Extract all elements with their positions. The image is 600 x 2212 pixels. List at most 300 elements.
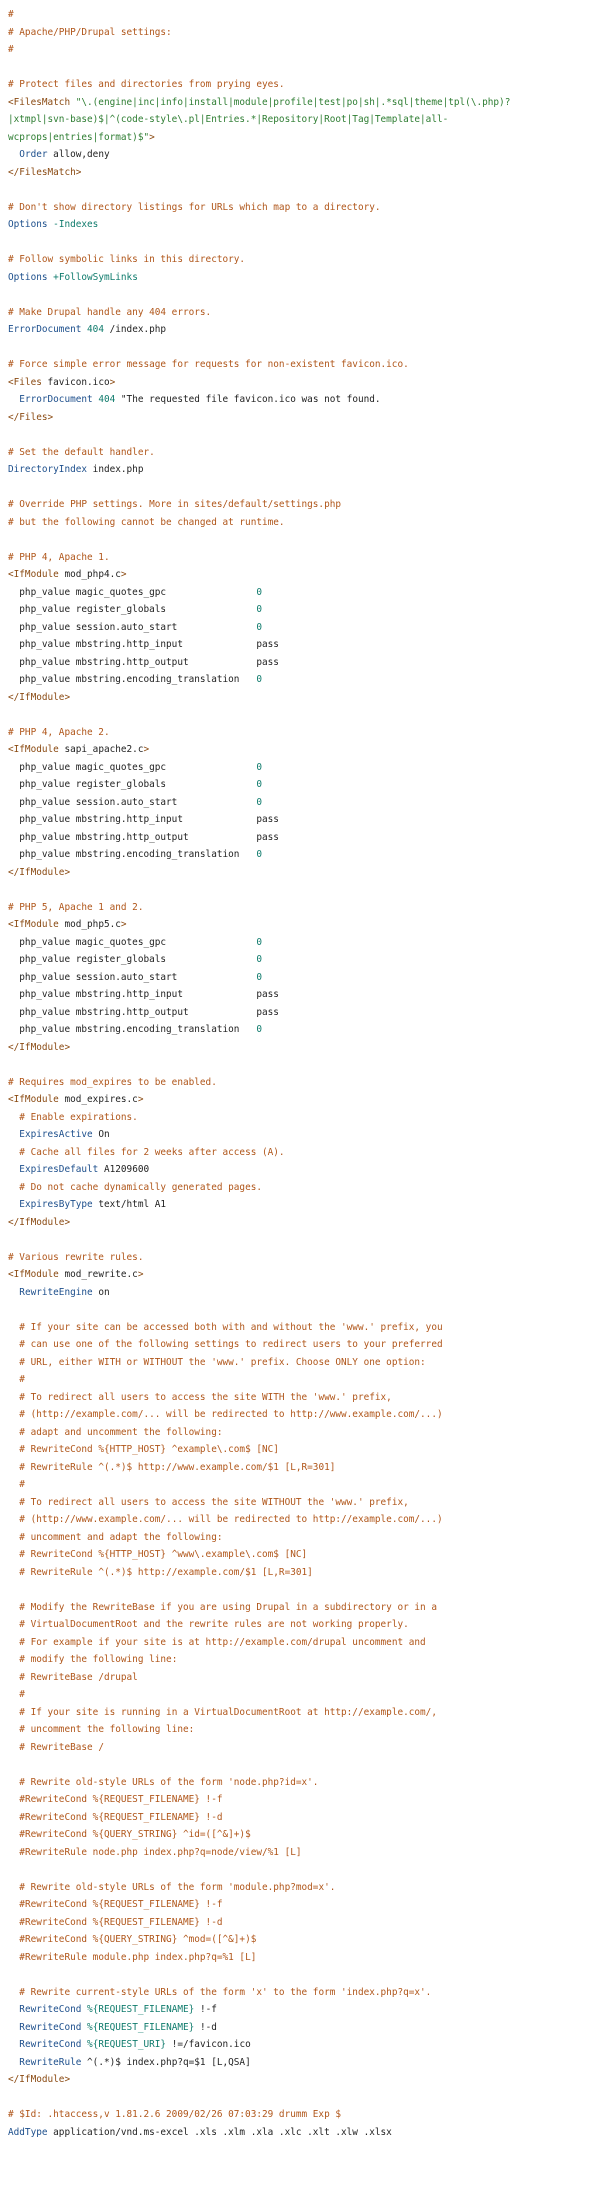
code-token-comment: # modify the following line:: [19, 1654, 178, 1665]
code-token-value: +FollowSymLinks: [53, 271, 138, 283]
code-token-text: [8, 1672, 19, 1683]
code-line: [8, 1284, 600, 1302]
code-token-text: [8, 1462, 19, 1473]
code-token-comment: # PHP 5, Apache 1 and 2.: [8, 901, 144, 913]
code-line: [8, 741, 600, 759]
code-token-directive: AddType: [8, 2126, 48, 2138]
code-line: [8, 269, 600, 287]
code-line: [8, 216, 600, 234]
code-token-directive: Order: [19, 149, 48, 160]
code-token-text: [8, 1654, 19, 1665]
code-token-tag: >: [137, 1094, 144, 1105]
code-line: [8, 2124, 600, 2142]
code-token-comment: # RewriteBase /drupal: [19, 1671, 138, 1683]
code-token-text: php_value register_globals: [8, 604, 257, 615]
code-token-string: |xtmpl|svn-base)$|^(code-style\.pl|Entries.*|Repository|Root|Tag|Template|all-: [8, 114, 449, 125]
code-token-comment: # RewriteBase /: [19, 1741, 104, 1753]
code-line: [8, 566, 600, 584]
code-token-text: [8, 394, 19, 405]
code-token-directive: RewriteRule: [19, 2056, 82, 2068]
code-token-comment: #RewriteCond %{REQUEST_FILENAME} !-f: [19, 1794, 223, 1805]
code-token-value: 0: [256, 779, 263, 790]
code-token-text: mod_rewrite.c: [64, 1269, 138, 1280]
code-token-tag: </FilesMatch>: [8, 166, 82, 178]
code-line: [8, 619, 600, 637]
code-token-text: mod_expires.c: [64, 1094, 138, 1105]
code-token-value: 0: [256, 849, 263, 860]
code-token-comment: #RewriteRule node.php index.php?q=node/view/%1 [L]: [19, 1846, 302, 1858]
blank-line: [8, 881, 600, 899]
code-token-text: [8, 149, 19, 160]
code-line: [8, 1441, 600, 1459]
code-token-text: on: [92, 1286, 110, 1298]
code-line: [8, 899, 600, 917]
code-line: [8, 1424, 600, 1442]
code-token-text: [8, 1444, 19, 1455]
code-token-text: [8, 2004, 19, 2015]
code-line: [8, 391, 600, 409]
code-token-text: php_value session.auto_start: [8, 796, 257, 808]
code-line: [8, 846, 600, 864]
code-token-comment: # Force simple error message for requests for non-existent favicon.ico.: [8, 359, 409, 370]
code-token-comment: # (http://example.com/... will be redirected to http://www.example.com/...): [19, 1409, 443, 1420]
blank-line: [8, 59, 600, 77]
code-token-comment: # To redirect all users to access the site WITHOUT the 'www.' prefix,: [19, 1496, 409, 1508]
code-line: [8, 1249, 600, 1267]
code-token-text: [8, 1899, 19, 1910]
code-token-text: [8, 1917, 19, 1928]
code-line: [8, 584, 600, 602]
code-token-comment: # Follow symbolic links in this directory.: [8, 254, 246, 265]
code-token-directive: RewriteCond: [19, 2021, 82, 2033]
code-token-text: On: [92, 1129, 110, 1140]
code-token-text: php_value mbstring.http_output pass: [8, 1006, 279, 1018]
code-token-text: text/html A1: [92, 1199, 167, 1210]
blank-line: [8, 426, 600, 444]
code-token-text: [8, 1164, 19, 1175]
code-line: [8, 2106, 600, 2124]
code-line: [8, 724, 600, 742]
blank-line: [8, 1861, 600, 1879]
code-token-text: [8, 1147, 19, 1158]
code-token-tag: </Files>: [8, 411, 54, 423]
code-token-text: "The requested file favicon.ico was not found.: [115, 394, 381, 405]
code-token-text: [8, 1479, 19, 1490]
code-line: [8, 1984, 600, 2002]
code-token-tag: </IfModule>: [8, 1041, 71, 1053]
code-token-directive: ExpiresDefault: [19, 1164, 99, 1175]
code-token-comment: # URL, either WITH or WITHOUT the 'www.' prefix. Choose ONLY one option:: [19, 1356, 426, 1368]
code-token-tag: </IfModule>: [8, 866, 71, 878]
code-token-text: php_value mbstring.http_output pass: [8, 656, 279, 668]
code-token-text: application/vnd.ms-excel .xls .xlm .xla .xlc .xlt .xlw .xlsx: [47, 2126, 392, 2138]
code-token-comment: # If your site is running in a VirtualDocumentRoot at http://example.com/,: [19, 1706, 437, 1718]
code-token-text: [8, 1409, 19, 1420]
code-line: [8, 1546, 600, 1564]
code-token-text: [8, 1934, 19, 1945]
code-token-text: [8, 1637, 19, 1648]
code-token-text: php_value session.auto_start: [8, 971, 257, 983]
blank-line: [8, 1756, 600, 1774]
code-line: [8, 1844, 600, 1862]
code-token-text: [8, 1707, 19, 1718]
code-line: [8, 1109, 600, 1127]
code-line: [8, 1389, 600, 1407]
code-token-text: [8, 1619, 19, 1630]
code-token-text: php_value magic_quotes_gpc: [8, 936, 257, 948]
code-token-comment: # Rewrite old-style URLs of the form 'node.php?id=x'.: [19, 1776, 319, 1788]
code-line: [8, 2019, 600, 2037]
code-line: [8, 2054, 600, 2072]
code-token-text: [8, 1322, 19, 1333]
code-token-text: [8, 1199, 19, 1210]
code-token-string: "\.(engine|inc|info|install|module|profile|test|po|sh|.*sql|theme|tpl(\.php)?: [75, 96, 511, 108]
code-token-text: !-d: [194, 2021, 217, 2033]
code-line: [8, 1126, 600, 1144]
code-token-text: mod_php5.c: [64, 919, 121, 930]
code-line: [8, 1721, 600, 1739]
code-token-comment: #RewriteCond %{REQUEST_FILENAME} !-d: [19, 1811, 223, 1823]
code-token-comment: # RewriteCond %{HTTP_HOST} ^www\.example\.com$ [NC]: [19, 1549, 308, 1560]
code-token-tag: <IfModule: [8, 1094, 65, 1105]
code-token-text: php_value mbstring.encoding_translation: [8, 674, 257, 685]
code-line: [8, 94, 600, 112]
code-line: [8, 2001, 600, 2019]
code-token-tag: <IfModule: [8, 744, 65, 755]
code-token-tag: >: [137, 1269, 144, 1280]
code-line: [8, 654, 600, 672]
code-token-value: %{REQUEST_FILENAME}: [87, 2021, 195, 2033]
code-token-comment: # uncomment and adapt the following:: [19, 1531, 223, 1543]
code-token-comment: # Set the default handler.: [8, 446, 155, 458]
code-line: [8, 1949, 600, 1967]
blank-line: [8, 1056, 600, 1074]
code-token-text: [8, 1357, 19, 1368]
code-token-text: !-f: [194, 2004, 217, 2015]
code-line: [8, 1196, 600, 1214]
code-line: [8, 1004, 600, 1022]
code-line: [8, 1826, 600, 1844]
code-line: [8, 76, 600, 94]
code-token-text: [8, 1777, 19, 1788]
code-line: [8, 374, 600, 392]
code-line: [8, 304, 600, 322]
code-line: [8, 321, 600, 339]
code-token-text: php_value magic_quotes_gpc: [8, 761, 257, 773]
code-token-text: php_value register_globals: [8, 954, 257, 965]
blank-line: [8, 2089, 600, 2107]
code-line: [8, 1354, 600, 1372]
code-token-text: allow,deny: [47, 149, 110, 160]
code-token-comment: # Rewrite current-style URLs of the form 'x' to the form 'index.php?q=x'.: [19, 1986, 432, 1998]
code-token-text: favicon.ico: [47, 376, 110, 388]
code-line: [8, 1686, 600, 1704]
code-token-comment: # Override PHP settings. More in sites/default/settings.php: [8, 499, 342, 510]
code-token-comment: # To redirect all users to access the site WITH the 'www.' prefix,: [19, 1391, 392, 1403]
code-line: [8, 129, 600, 147]
code-token-comment: #RewriteRule module.php index.php?q=%1 [L]: [19, 1951, 257, 1963]
code-token-directive: ExpiresByType: [19, 1199, 93, 1210]
code-line: [8, 164, 600, 182]
code-line: [8, 1074, 600, 1092]
code-line: [8, 1669, 600, 1687]
code-line: [8, 794, 600, 812]
code-line: [8, 1564, 600, 1582]
code-token-comment: # can use one of the following settings to redirect users to your preferred: [19, 1339, 443, 1350]
code-token-comment: # If your site can be accessed both with and without the 'www.' prefix, you: [19, 1321, 443, 1333]
code-line: [8, 1371, 600, 1389]
code-token-text: [8, 1742, 19, 1753]
blank-line: [8, 479, 600, 497]
code-line: [8, 549, 600, 567]
code-line: [8, 111, 600, 129]
code-line: [8, 199, 600, 217]
code-token-comment: # $Id: .htaccess,v 1.81.2.6 2009/02/26 07:03:29 drumm Exp $: [8, 2109, 342, 2120]
code-token-comment: # Modify the RewriteBase if you are using Drupal in a subdirectory or in a: [19, 1601, 437, 1613]
code-line: [8, 1634, 600, 1652]
code-token-directive: RewriteEngine: [19, 1286, 93, 1298]
code-line: [8, 2071, 600, 2089]
code-token-text: php_value mbstring.encoding_translation: [8, 1024, 257, 1035]
blank-line: [8, 1581, 600, 1599]
code-token-text: [8, 1549, 19, 1560]
code-line: [8, 759, 600, 777]
code-token-text: [8, 1182, 19, 1193]
code-line: [8, 689, 600, 707]
code-token-directive: DirectoryIndex: [8, 464, 88, 475]
code-line: [8, 1494, 600, 1512]
blank-line: [8, 1966, 600, 1984]
code-token-directive: ExpiresActive: [19, 1129, 93, 1140]
code-token-tag: <IfModule: [8, 1269, 65, 1280]
code-token-value: 0: [256, 761, 263, 773]
code-token-comment: # Requires mod_expires to be enabled.: [8, 1076, 217, 1088]
code-token-text: php_value magic_quotes_gpc: [8, 586, 257, 598]
code-token-text: php_value mbstring.http_output pass: [8, 831, 279, 843]
code-token-text: php_value mbstring.encoding_translation: [8, 849, 257, 860]
code-token-text: [8, 1339, 19, 1350]
code-token-comment: # PHP 4, Apache 2.: [8, 726, 110, 738]
code-token-value: 0: [256, 621, 263, 633]
code-token-text: [8, 1602, 19, 1613]
code-token-text: [8, 1287, 19, 1298]
code-token-comment: #: [19, 1479, 25, 1490]
code-line: [8, 1214, 600, 1232]
code-line: [8, 1336, 600, 1354]
code-token-value: %{REQUEST_URI}: [87, 2039, 167, 2050]
code-token-comment: # Don't show directory listings for URLs which map to a directory.: [8, 201, 381, 213]
code-line: [8, 1179, 600, 1197]
code-token-comment: #RewriteCond %{QUERY_STRING} ^id=([^&]+)$: [19, 1829, 251, 1840]
code-line: [8, 601, 600, 619]
code-token-text: [8, 1374, 19, 1385]
code-token-text: [8, 1987, 19, 1998]
code-line: [8, 671, 600, 689]
code-token-comment: # (http://www.example.com/... will be redirected to http://example.com/...): [19, 1514, 443, 1525]
code-line: [8, 1616, 600, 1634]
code-token-text: [8, 1567, 19, 1578]
code-token-comment: #RewriteCond %{REQUEST_FILENAME} !-f: [19, 1899, 223, 1910]
code-line: [8, 916, 600, 934]
code-token-text: php_value mbstring.http_input pass: [8, 989, 279, 1000]
code-token-text: [8, 1882, 19, 1893]
code-token-text: sapi_apache2.c: [64, 744, 144, 755]
code-line: [8, 951, 600, 969]
code-token-value: 0: [256, 586, 263, 598]
code-token-string: wcprops|entries|format)$": [8, 131, 150, 143]
code-token-value: 0: [256, 971, 263, 983]
code-token-value: 0: [256, 1024, 263, 1035]
code-token-comment: #: [8, 44, 14, 55]
code-token-text: [8, 2057, 19, 2068]
code-token-tag: >: [120, 569, 127, 580]
code-line: [8, 811, 600, 829]
code-line: [8, 1791, 600, 1809]
code-line: [8, 496, 600, 514]
code-token-comment: # RewriteCond %{HTTP_HOST} ^example\.com$ [NC]: [19, 1444, 279, 1455]
code-token-comment: #: [19, 1374, 25, 1385]
code-token-text: [8, 1532, 19, 1543]
code-line: [8, 2036, 600, 2054]
blank-line: [8, 286, 600, 304]
code-token-text: ^(.*)$ index.php?q=$1 [L,QSA]: [81, 2056, 251, 2068]
code-line: [8, 1704, 600, 1722]
code-line: [8, 24, 600, 42]
code-token-text: php_value mbstring.http_input pass: [8, 814, 279, 825]
code-token-comment: #RewriteCond %{REQUEST_FILENAME} !-d: [19, 1916, 223, 1928]
code-token-text: [8, 1497, 19, 1508]
code-token-tag: >: [109, 376, 116, 388]
blank-line: [8, 1301, 600, 1319]
code-token-directive: ErrorDocument: [19, 394, 93, 405]
code-token-tag: <Files: [8, 376, 48, 388]
code-line: [8, 1879, 600, 1897]
code-token-tag: <FilesMatch: [8, 96, 76, 108]
code-token-text: mod_php4.c: [64, 569, 121, 580]
blank-line: [8, 234, 600, 252]
code-token-comment: # PHP 4, Apache 1.: [8, 551, 110, 563]
code-token-comment: # VirtualDocumentRoot and the rewrite rules are not working properly.: [19, 1619, 409, 1630]
code-token-text: [8, 1129, 19, 1140]
code-token-comment: # Protect files and directories from prying eyes.: [8, 79, 285, 90]
code-token-tag: </IfModule>: [8, 1216, 71, 1228]
code-token-text: [8, 1689, 19, 1700]
code-token-comment: #RewriteCond %{QUERY_STRING} ^mod=([^&]+)$: [19, 1934, 257, 1945]
code-token-comment: # uncomment the following line:: [19, 1724, 195, 1735]
code-line: [8, 1931, 600, 1949]
code-token-text: [8, 1794, 19, 1805]
code-line: [8, 1459, 600, 1477]
code-token-tag: >: [143, 744, 150, 755]
code-token-value: 0: [256, 954, 263, 965]
code-token-text: [8, 2022, 19, 2033]
code-line: [8, 776, 600, 794]
code-line: [8, 1809, 600, 1827]
code-token-text: A1209600: [98, 1164, 150, 1175]
code-token-comment: #: [8, 9, 14, 20]
code-token-text: [8, 1952, 19, 1963]
code-token-value: 404: [87, 324, 104, 335]
code-line: [8, 1039, 600, 1057]
code-token-value: 0: [256, 936, 263, 948]
code-line: [8, 986, 600, 1004]
code-token-directive: RewriteCond: [19, 2004, 82, 2015]
code-token-value: 0: [256, 796, 263, 808]
code-line: [8, 41, 600, 59]
code-token-text: /index.php: [103, 324, 167, 335]
code-token-tag: >: [120, 919, 127, 930]
code-line: [8, 1599, 600, 1617]
code-line: [8, 146, 600, 164]
blank-line: [8, 1231, 600, 1249]
code-token-text: [8, 1514, 19, 1525]
code-token-text: php_value mbstring.http_input pass: [8, 639, 279, 650]
code-token-value: -Indexes: [53, 219, 99, 230]
code-token-text: !=/favicon.ico: [166, 2039, 251, 2050]
code-line: [8, 636, 600, 654]
code-line: [8, 409, 600, 427]
blank-line: [8, 181, 600, 199]
code-token-comment: #: [19, 1689, 25, 1700]
code-line: [8, 1144, 600, 1162]
code-line: [8, 1319, 600, 1337]
code-line: [8, 461, 600, 479]
code-line: [8, 1476, 600, 1494]
code-token-comment: # RewriteRule ^(.*)$ http://www.example.com/$1 [L,R=301]: [19, 1461, 336, 1473]
code-token-text: [8, 1112, 19, 1123]
code-line: [8, 444, 600, 462]
code-line: [8, 1021, 600, 1039]
code-line: [8, 1266, 600, 1284]
code-token-tag: <IfModule: [8, 569, 65, 580]
code-line: [8, 1406, 600, 1424]
code-token-comment: # Cache all files for 2 weeks after access (A).: [19, 1146, 285, 1158]
code-line: [8, 864, 600, 882]
code-line: [8, 934, 600, 952]
code-token-text: php_value session.auto_start: [8, 621, 257, 633]
code-token-comment: # adapt and uncomment the following:: [19, 1426, 223, 1438]
blank-line: [8, 706, 600, 724]
code-token-comment: # RewriteRule ^(.*)$ http://example.com/$1 [L,R=301]: [19, 1566, 313, 1578]
blank-line: [8, 339, 600, 357]
code-token-text: [8, 1724, 19, 1735]
code-token-comment: # Make Drupal handle any 404 errors.: [8, 306, 212, 318]
code-token-directive: Options: [8, 219, 48, 230]
code-token-comment: # but the following cannot be changed at runtime.: [8, 516, 285, 528]
code-token-text: [8, 1847, 19, 1858]
code-line: [8, 1774, 600, 1792]
code-line: [8, 6, 600, 24]
code-token-value: 0: [256, 674, 263, 685]
blank-line: [8, 531, 600, 549]
code-token-text: [8, 2039, 19, 2050]
code-token-comment: # Do not cache dynamically generated pages.: [19, 1181, 262, 1193]
code-token-text: php_value register_globals: [8, 779, 257, 790]
code-token-text: [8, 1427, 19, 1438]
code-line: [8, 1651, 600, 1669]
code-line: [8, 356, 600, 374]
code-token-text: index.php: [87, 464, 144, 475]
code-token-tag: </IfModule>: [8, 2074, 71, 2085]
code-token-directive: RewriteCond: [19, 2039, 82, 2050]
code-line: [8, 1091, 600, 1109]
code-token-comment: # Enable expirations.: [19, 1111, 138, 1123]
code-token-comment: # Apache/PHP/Drupal settings:: [8, 26, 172, 38]
code-token-value: 0: [256, 604, 263, 615]
code-token-comment: # Rewrite old-style URLs of the form 'module.php?mod=x'.: [19, 1881, 336, 1893]
code-token-text: [8, 1812, 19, 1823]
code-token-tag: </IfModule>: [8, 691, 71, 703]
